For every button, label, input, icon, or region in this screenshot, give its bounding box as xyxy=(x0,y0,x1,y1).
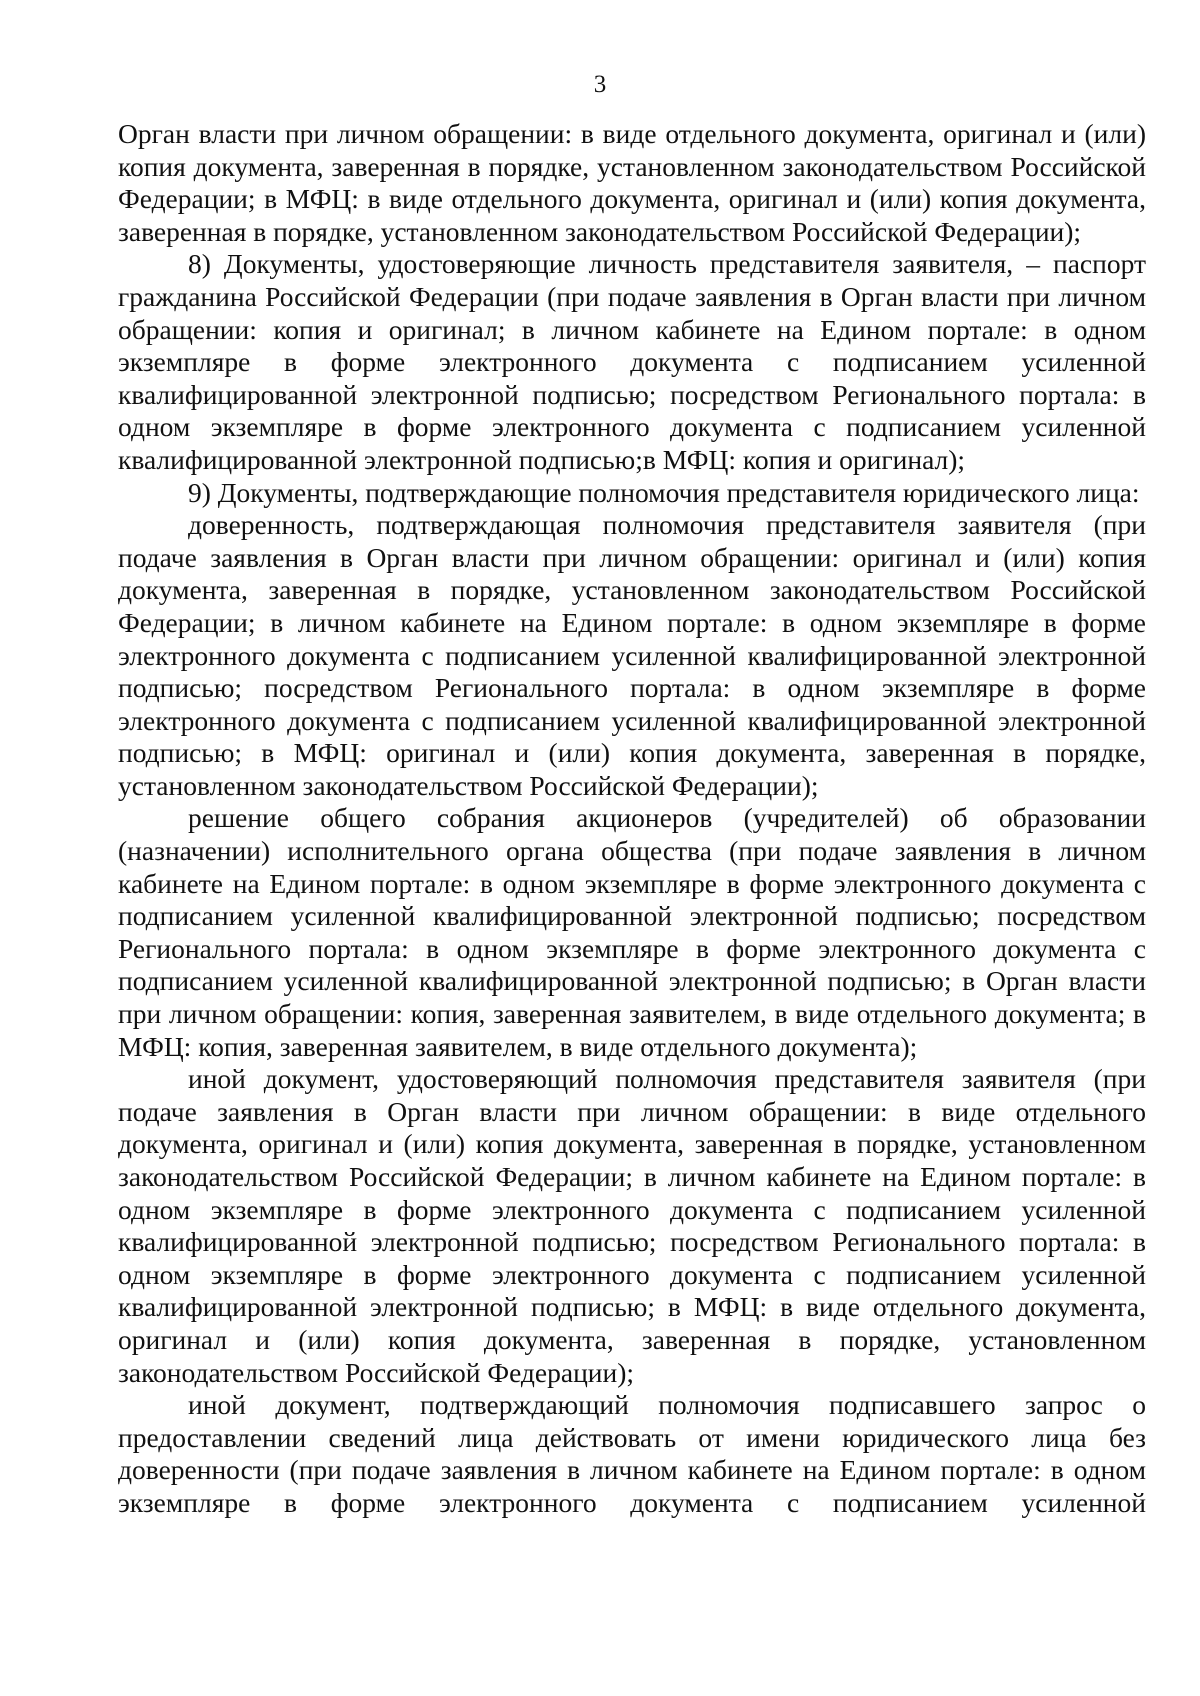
paragraph-continuation: Орган власти при личном обращении: в виде отдельного документа, оригинал и (или) копия документа, заверенная в порядке, установленном законодательством Российской Федерации; в МФЦ: в виде отдельного документа, оригинал и (или) копия документа, заверенная в порядке, установленном законодательством Российской Федерации); xyxy=(118,118,1146,247)
document-body xyxy=(118,118,1146,1520)
page-number: 3 xyxy=(593,71,607,98)
paragraph-item-8: 8) Документы, удостоверяющие личность представителя заявителя, – паспорт гражданина Российской Федерации (при подаче заявления в Орган власти при личном обращении: копия и оригинал; в личном кабинете на Едином портале: в одном экземпляре в форме электронного документа с подписанием усиленной квалифицированной электронной подписью; посредством Регионального портала: в одном экземпляре в форме электронного документа с подписанием усиленной квалифицированной электронной подписью;в МФЦ: копия и оригинал); xyxy=(118,248,1146,475)
paragraph-other-document-signatory: иной документ, подтверждающий полномочия подписавшего запрос о предоставлении сведений лица действовать от имени юридического лица без доверенности (при подаче заявления в личном кабинете на Едином портале: в одном экземпляре в форме электронного документа с подписанием усиленной xyxy=(118,1389,1146,1518)
paragraph-power-of-attorney: доверенность, подтверждающая полномочия представителя заявителя (при подаче заявления в Орган власти при личном обращении: оригинал и (или) копия документа, заверенная в порядке, установленном законодательством Российской Федерации; в личном кабинете на Едином портале: в одном экземпляре в форме электронного документа с подписанием усиленной квалифицированной электронной подписью; посредством Регионального портала: в одном экземпляре в форме электронного документа с подписанием усиленной квалифицированной электронной подписью; в МФЦ: оригинал и (или) копия документа, заверенная в порядке, установленном законодательством Российской Федерации); xyxy=(118,509,1146,801)
paragraph-other-document-authority: иной документ, удостоверяющий полномочия представителя заявителя (при подаче заявления в Орган власти при личном обращении: в виде отдельного документа, оригинал и (или) копия документа, заверенная в порядке, установленном законодательством Российской Федерации; в личном кабинете на Едином портале: в одном экземпляре в форме электронного документа с подписанием усиленной квалифицированной электронной подписью; посредством Регионального портала: в одном экземпляре в форме электронного документа с подписанием усиленной квалифицированной электронной подписью; в МФЦ: в виде отдельного документа, оригинал и (или) копия документа, заверенная в порядке, установленном законодательством Российской Федерации); xyxy=(118,1063,1146,1388)
paragraph-shareholders-decision: решение общего собрания акционеров (учредителей) об образовании (назначении) исполнительного органа общества (при подаче заявления в личном кабинете на Едином портале: в одном экземпляре в форме электронного документа с подписанием усиленной квалифицированной электронной подписью; посредством Регионального портала: в одном экземпляре в форме электронного документа с подписанием усиленной квалифицированной электронной подписью; в Орган власти при личном обращении: копия, заверенная заявителем, в виде отдельного документа; в МФЦ: копия, заверенная заявителем, в виде отдельного документа); xyxy=(118,802,1146,1062)
paragraph-item-9: 9) Документы, подтверждающие полномочия представителя юридического лица: xyxy=(188,476,1140,508)
